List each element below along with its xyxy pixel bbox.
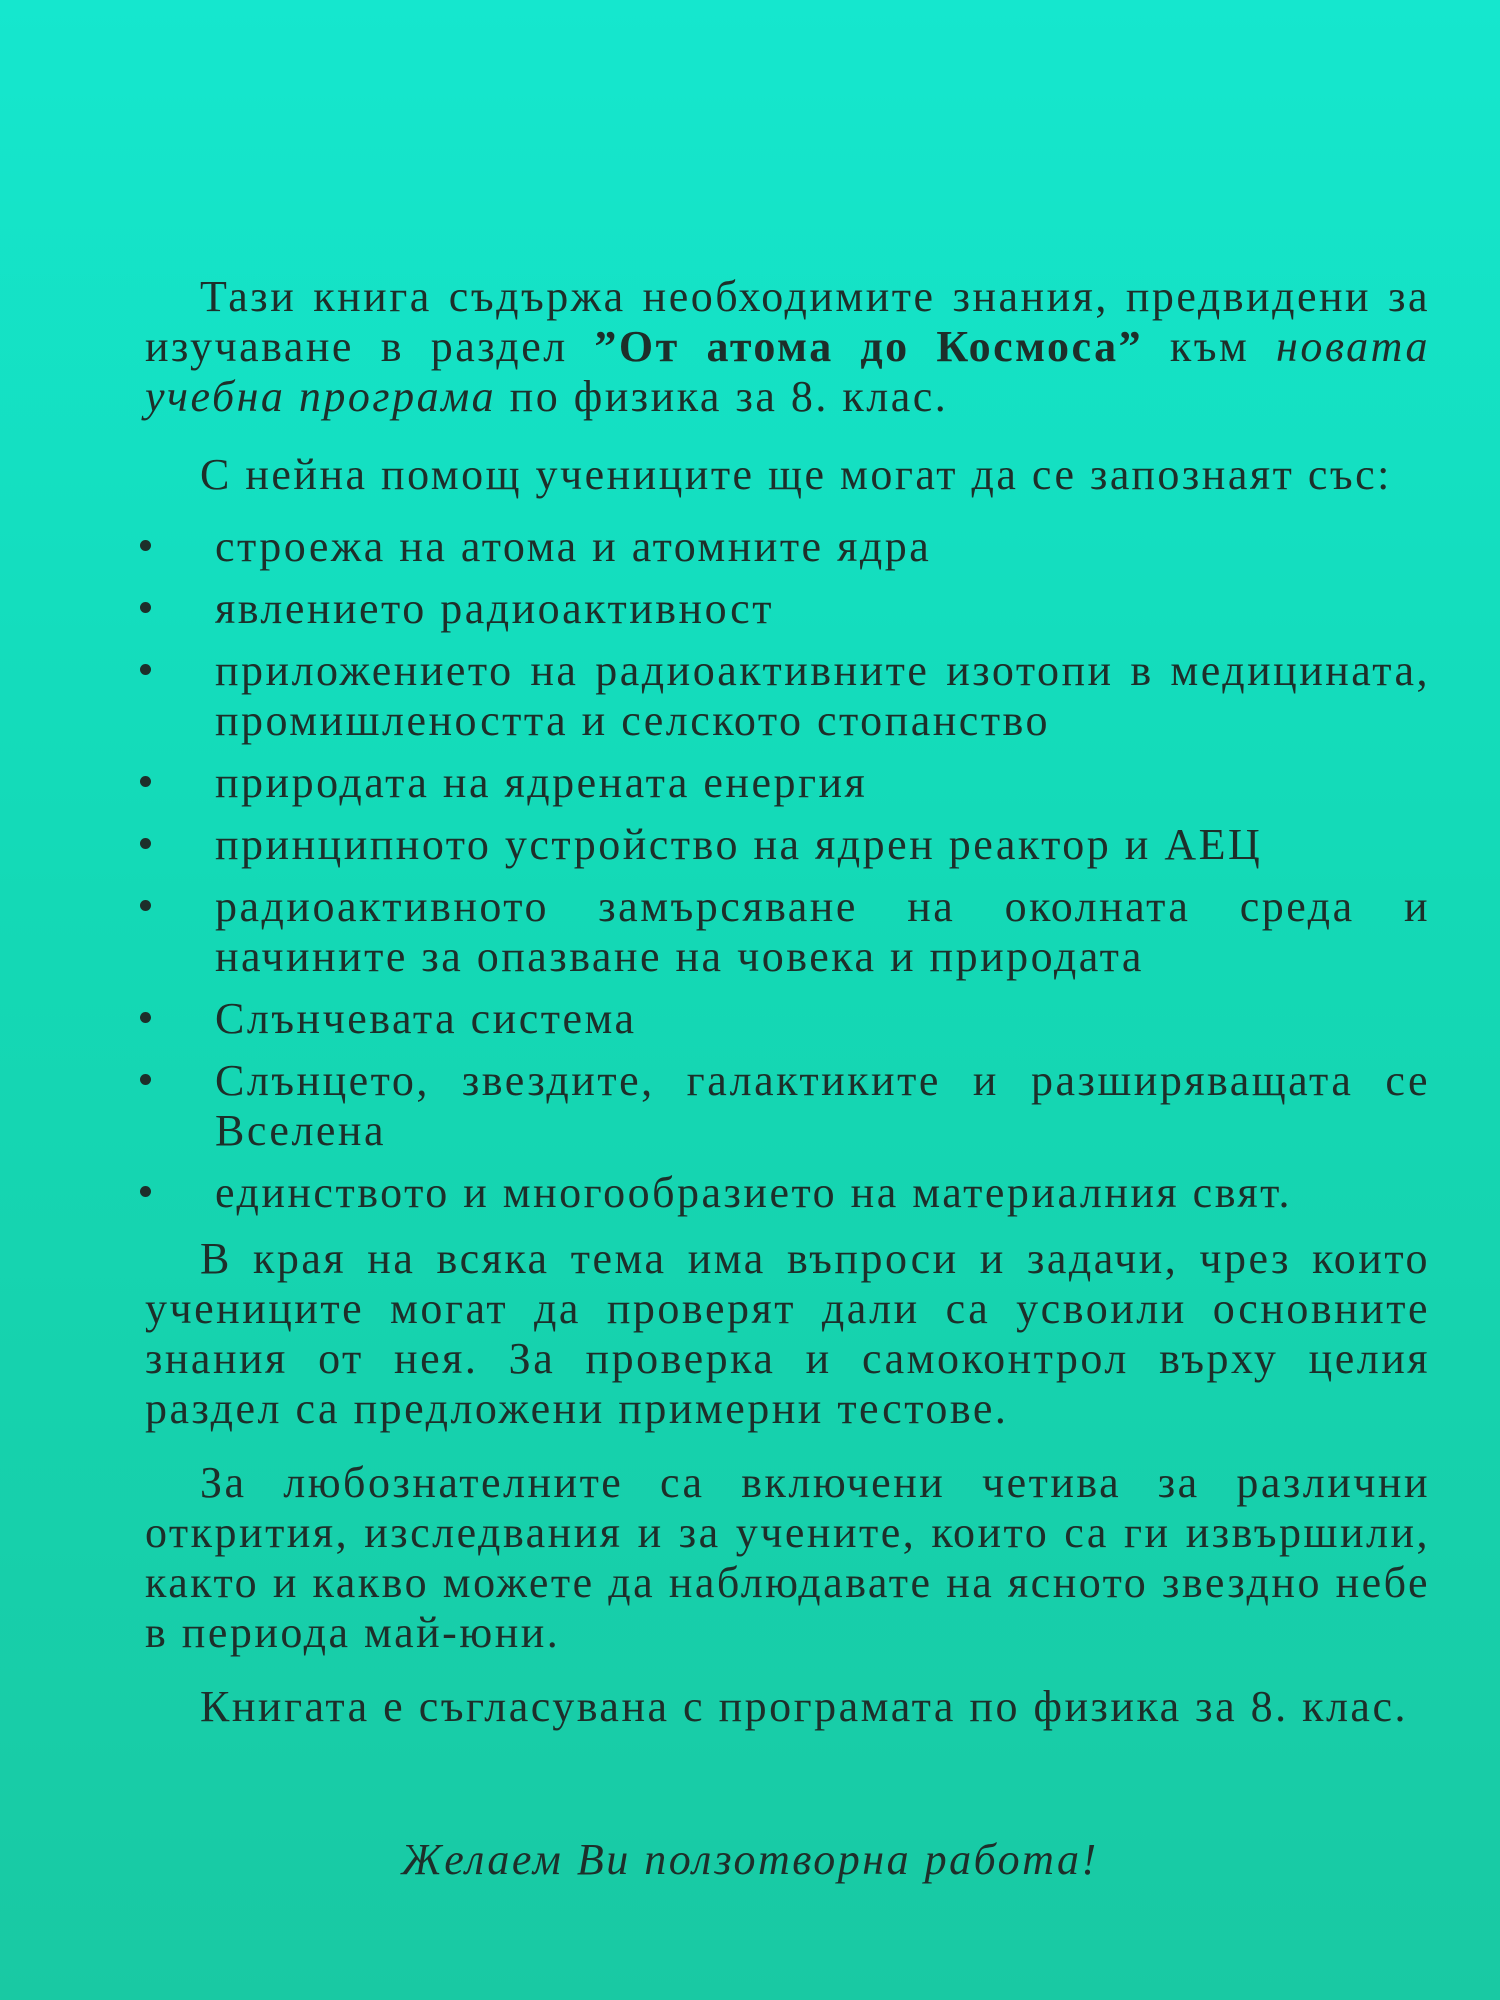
topic-item [140, 522, 1430, 572]
bullet-icon [140, 776, 151, 787]
topic-text: строежа на атома и атомните ядра [215, 522, 932, 571]
topic-text: единството и многообразието на материалния свят. [215, 1168, 1293, 1217]
intro-text-middle: към [1143, 322, 1277, 371]
topic-item [140, 584, 1430, 634]
bullet-icon [140, 900, 151, 911]
topic-text: явлението радиоактивност [215, 584, 774, 633]
intro-text-end: по физика за 8. клас. [496, 372, 949, 421]
topics-list [140, 522, 1430, 1218]
topic-item [140, 882, 1430, 982]
topic-item [140, 1168, 1430, 1218]
closing-wish: Желаем Ви ползотворна работа! [401, 1835, 1099, 1884]
topic-text: принципното устройство на ядрен реактор и АЕЦ [215, 820, 1263, 869]
topic-item [140, 994, 1430, 1044]
cover-text [145, 272, 1430, 1756]
body-paragraph-readings: За любознателните са включени четива за различни открития, изследвания и за учените, които са ги извършили, както и какво можете да наблюдавате на ясното звездно небе в периода май-юни. [145, 1458, 1430, 1657]
bullet-icon [140, 664, 151, 675]
body-paragraph-program: Книгата е съгласувана с програмата по физика за 8. клас. [200, 1682, 1408, 1731]
topic-text: Слънцето, звездите, галактиките и разширяващата се Вселена [215, 1056, 1430, 1155]
topic-item [140, 646, 1430, 746]
topic-text: природата на ядрената енергия [215, 758, 868, 807]
intro-text-start: Тази книга съдържа необходимите знания, предвидени за изучаване в раздел [145, 272, 1430, 371]
intro-paragraph [145, 272, 1430, 422]
topic-text: Слънчевата система [215, 994, 637, 1043]
topic-text: радиоактивното замърсяване на околната среда и начините за опазване на човека и природата [215, 882, 1430, 981]
topic-item [140, 1056, 1430, 1156]
topic-item [140, 820, 1430, 870]
lead-paragraph: С нейна помощ учениците ще могат да се запознаят със: [200, 450, 1392, 499]
curriculum-phrase: новата учебна програма [145, 322, 1430, 421]
bullet-icon [140, 1012, 151, 1023]
bullet-icon [140, 1074, 151, 1085]
bullet-icon [140, 1186, 151, 1197]
body-paragraph-questions: В края на всяка тема има въпроси и задачи, чрез които учениците могат да проверят дали са усвоили основните знания от нея. За проверка и самоконтрол върху целия раздел са предложени примерни тестове. [145, 1234, 1430, 1433]
bullet-icon [140, 838, 151, 849]
topic-item [140, 758, 1430, 808]
section-title: ”От атома до Космоса” [594, 322, 1144, 371]
bullet-icon [140, 540, 151, 551]
topic-text: приложението на радиоактивните изотопи в медицината, промишлеността и селското стопанство [215, 646, 1430, 745]
bullet-icon [140, 602, 151, 613]
